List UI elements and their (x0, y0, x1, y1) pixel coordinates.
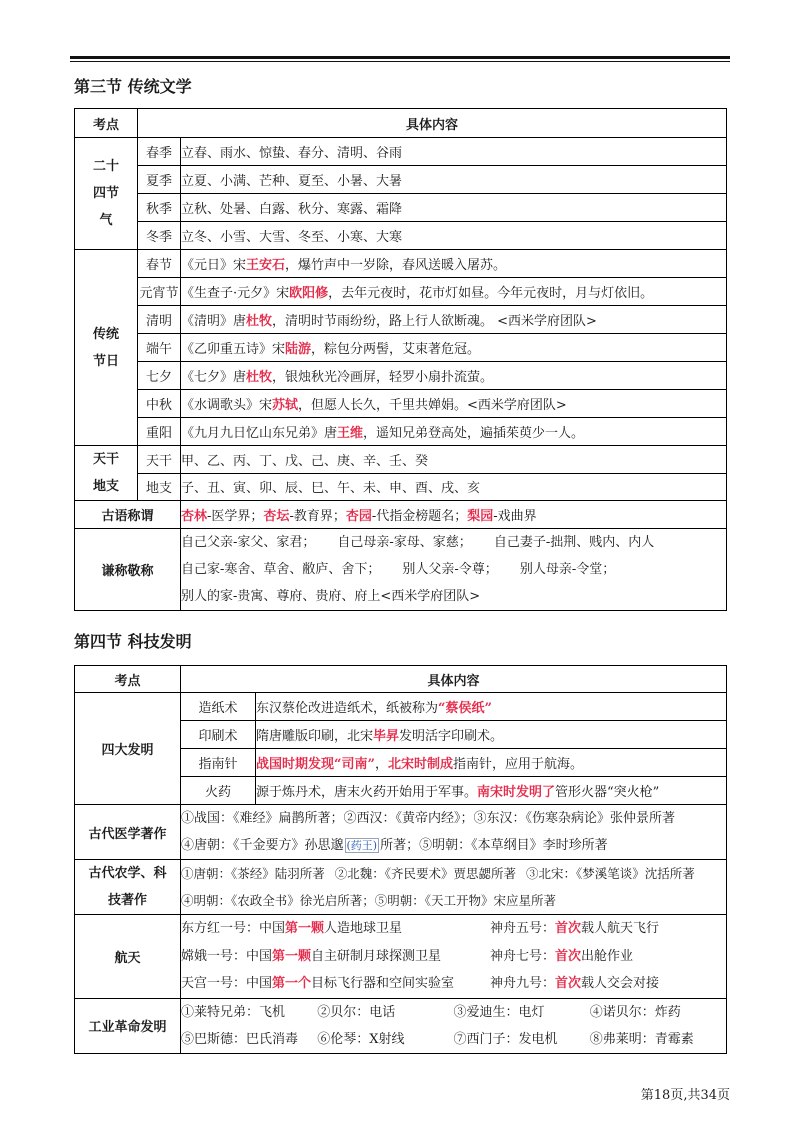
detail-text: 目标飞行器和空间实验室 (311, 976, 455, 991)
honorific-item: 自己妻子-拙荆、贱内、内人 (493, 535, 655, 550)
honorifics-line (181, 529, 726, 556)
category-aerospace: 航天 (75, 915, 181, 999)
header-content: 具体内容 (181, 666, 727, 693)
table-row (75, 334, 727, 362)
header-kaodian: 考点 (75, 109, 138, 138)
detail-text: 管形火器“突火枪” (555, 785, 660, 800)
table-row (75, 166, 727, 194)
aerospace-left (181, 915, 490, 943)
category-four-inventions: 四大发明 (75, 693, 181, 805)
detail-highlight: 首次 (555, 921, 582, 936)
poet-name: 王安石 (246, 258, 286, 273)
book-item: ①唐朝：《茶经》陆羽所著 (181, 866, 325, 881)
invention-detail (256, 749, 727, 777)
invention-name: 火药 (181, 777, 256, 805)
agriculture-line (181, 887, 726, 914)
table-row (75, 306, 727, 334)
aerospace-right (490, 943, 633, 971)
category-medicine: 古代医学著作 (75, 805, 181, 860)
table-row (75, 501, 727, 529)
solar-terms-list: 立春、雨水、惊蛰、春分、清明、谷雨 (181, 138, 727, 166)
medicine-line: ①战国：《难经》扁鹊所著；②西汉：《黄帝内经》；③东汉：《伤寒杂病论》张仲景所著 (181, 811, 676, 826)
detail-highlight: 第一个 (272, 976, 312, 991)
detail-highlight: 毕昇 (373, 729, 400, 744)
poem-title: 《水调歌头》宋 (181, 398, 273, 413)
ganzhi-list: 子、丑、寅、卯、辰、巳、午、未、申、酉、戌、亥 (181, 473, 727, 501)
festival-name: 端午 (138, 334, 181, 362)
category-ganzhi (75, 446, 138, 501)
industrial-line (181, 999, 726, 1026)
festival-name: 春节 (138, 250, 181, 278)
header-content: 具体内容 (138, 109, 727, 138)
invention-detail (256, 693, 727, 721)
table-row (75, 998, 727, 1053)
detail-text: 所著；⑤明朝：《本草纲目》李时珍所著 (380, 838, 608, 853)
ancient-terms-content (181, 501, 727, 529)
festival-name: 重阳 (138, 418, 181, 446)
detail-text: 神舟五号： (490, 921, 556, 936)
poem-title: 《乙卯重五诗》宋 (181, 342, 286, 357)
poem-title: 《生查子·元夕》宋 (181, 286, 290, 301)
aerospace-content (181, 915, 727, 999)
honorific-item: 别人父亲-令尊； (402, 562, 498, 577)
season-label: 秋季 (138, 194, 181, 222)
industrial-line (181, 1026, 726, 1053)
invention-name: 造纸术 (181, 693, 256, 721)
detail-text: 载人航天飞行 (581, 921, 660, 936)
category-honorifics: 谦称敬称 (75, 529, 181, 611)
poem-title: 《元日》宋 (181, 258, 247, 273)
invention-name: 印刷术 (181, 721, 256, 749)
table-row (75, 446, 727, 474)
detail-text: 东方红一号：中国 (181, 921, 286, 936)
table-row (75, 418, 727, 446)
detail-text: ， (374, 757, 388, 772)
poem-lines: ，但愿人长久，千里共婵娟。<西米学府团队> (298, 398, 567, 413)
industrial-content (181, 998, 727, 1053)
detail-text: ④唐朝：《千金要方》孙思邈 (181, 838, 344, 853)
poem-lines: ，遥知兄弟登高处，遍插茱萸少一人。 (363, 426, 585, 441)
detail-text: 神舟七号： (490, 948, 556, 964)
detail-highlight: 南宋时发明了 (477, 785, 556, 800)
category-ancient-terms: 古语称谓 (75, 501, 181, 529)
table-header-row (75, 666, 727, 693)
table-row (75, 529, 727, 611)
honorific-item: 自己母亲-家母、家慈； (337, 535, 472, 550)
traditional-culture-table (74, 108, 727, 611)
category-agriculture (75, 860, 181, 915)
detail-highlight: 战国时期发现 (256, 757, 335, 772)
solar-terms-list: 立夏、小满、芒种、夏至、小暑、大暑 (181, 166, 727, 194)
table-row (75, 250, 727, 278)
poet-name: 苏轼 (272, 398, 299, 413)
detail-highlight: 北宋时制成 (388, 757, 454, 772)
book-item: ②北魏：《齐民要术》贾思勰所著 (334, 866, 517, 881)
category-label: 二十四节气 (92, 159, 119, 228)
detail-highlight: “蔡侯纸” (438, 701, 492, 716)
table-row (75, 390, 727, 418)
table-row (75, 362, 727, 390)
festival-name: 清明 (138, 306, 181, 334)
festival-poem (181, 278, 727, 306)
medicine-line (181, 832, 726, 859)
aerospace-line (181, 943, 726, 971)
detail-highlight: 第一颗 (285, 921, 325, 936)
table-header-row (75, 109, 727, 138)
table-row (75, 860, 727, 915)
inventor-item: ⑤巴斯德：巴氏消毒 (181, 1031, 299, 1047)
festival-poem (181, 418, 727, 446)
honorific-item: 别人的家-贵寓、尊府、贵府、府上<西米学府团队> (181, 589, 481, 604)
inventor-item: ⑥伦琴：X射线 (317, 1031, 405, 1047)
detail-text: 源于炼丹术，唐末火药开始用于军事。 (256, 785, 478, 800)
technology-table (74, 665, 727, 1054)
header-kaodian: 考点 (75, 666, 181, 693)
invention-name: 指南针 (181, 749, 256, 777)
detail-highlight: 首次 (555, 976, 582, 991)
table-row (75, 473, 727, 501)
detail-text: 东汉蔡伦改进造纸术，纸被称为 (256, 701, 439, 716)
detail-text: 自主研制月球探测卫星 (311, 948, 442, 964)
detail-text: 嫦娥一号：中国 (181, 948, 273, 964)
detail-highlight: 第一颗 (272, 948, 312, 964)
ganzhi-name: 天干 (138, 446, 181, 474)
festival-poem (181, 334, 727, 362)
poet-name: 陆游 (285, 342, 312, 357)
ganzhi-name: 地支 (138, 473, 181, 501)
inventor-item: ②贝尔：电话 (317, 1004, 396, 1020)
honorific-item: 自己家-寒舍、草舍、敝庐、舍下； (181, 562, 381, 577)
season-label: 春季 (138, 138, 181, 166)
aerospace-left (181, 943, 490, 971)
detail-highlight: 首次 (555, 948, 582, 964)
category-festivals (75, 250, 138, 446)
book-item: ⑤明朝：《天工开物》宋应星所著 (374, 893, 557, 908)
detail-text: 出舱作业 (581, 948, 634, 964)
detail-text: 天宫一号：中国 (181, 976, 273, 991)
festival-poem (181, 362, 727, 390)
aerospace-left (181, 970, 490, 998)
festival-name: 元宵节 (138, 278, 181, 306)
term-meaning: -代指金榜题名； (371, 509, 468, 524)
book-item: ④明朝：《农政全书》徐光启所著； (181, 893, 375, 908)
medicine-content (181, 805, 727, 860)
category-solar-terms (75, 138, 138, 250)
agriculture-line (181, 860, 726, 887)
poet-name: 王维 (337, 426, 364, 441)
aerospace-line (181, 915, 726, 943)
inventor-item: ④诺贝尔：炸药 (589, 1004, 681, 1020)
aerospace-right (490, 970, 659, 998)
invention-detail (256, 777, 727, 805)
festival-poem (181, 250, 727, 278)
term: 杏坛 (263, 509, 290, 524)
poem-lines: ，爆竹声中一岁除，春风送暖入屠苏。 (285, 258, 507, 273)
poet-name: 杜牧 (246, 314, 273, 329)
table-row (75, 138, 727, 166)
table-row (75, 693, 727, 721)
inventor-item: ⑧弗莱明：青霉素 (589, 1031, 694, 1047)
agriculture-content (181, 860, 727, 915)
term: 杏林 (181, 509, 208, 524)
page-number: 第18页,共34页 (640, 1088, 730, 1103)
solar-terms-list: 立秋、处暑、白露、秋分、寒露、霜降 (181, 194, 727, 222)
season-label: 夏季 (138, 166, 181, 194)
festival-poem (181, 306, 727, 334)
poet-name: 杜牧 (246, 370, 273, 385)
term-meaning: -教育界； (289, 509, 346, 524)
category-label: 天干地支 (92, 452, 119, 494)
book-item: ③北宋：《梦溪笔谈》沈括所著 (526, 866, 695, 881)
section-title-traditional-culture: 第三节 传统文学 (74, 77, 192, 96)
poem-title: 《七夕》唐 (181, 370, 247, 385)
term-meaning: -戏曲界 (493, 509, 537, 524)
poem-lines: ，银烛秋光冷画屏，轻罗小扇扑流萤。 (272, 370, 494, 385)
ganzhi-list: 甲、乙、丙、丁、戊、己、庚、辛、壬、癸 (181, 446, 727, 474)
poem-lines: ，清明时节雨纷纷，路上行人欲断魂。 <西米学府团队> (272, 314, 597, 329)
table-row (75, 915, 727, 999)
detail-text: 指南针，应用于航海。 (453, 757, 584, 772)
festival-poem (181, 390, 727, 418)
aerospace-right (490, 915, 659, 943)
table-row (75, 805, 727, 860)
honorific-item: 自己父亲-家父、家君； (181, 535, 316, 550)
category-label: 传统节日 (92, 326, 119, 369)
table-row (75, 278, 727, 306)
festival-name: 中秋 (138, 390, 181, 418)
detail-text: 人造地球卫星 (324, 921, 403, 936)
aerospace-line (181, 970, 726, 998)
poem-title: 《九月九日忆山东兄弟》唐 (181, 426, 338, 441)
header-rule-thick (70, 56, 730, 59)
detail-text: 发明活字印刷术。 (399, 729, 504, 744)
season-label: 冬季 (138, 222, 181, 250)
note-badge: (药王) (346, 839, 378, 852)
inventor-item: ⑦西门子：发电机 (453, 1031, 558, 1047)
poem-lines: ，去年元夜时，花市灯如昼。今年元夜时，月与灯依旧。 (328, 286, 654, 301)
detail-text: 神舟九号： (490, 976, 556, 991)
solar-terms-list: 立冬、小雪、大雪、冬至、小寒、大寒 (181, 222, 727, 250)
table-row (75, 194, 727, 222)
invention-detail (256, 721, 727, 749)
detail-text: 载人交会对接 (581, 976, 660, 991)
inventor-item: ③爱迪生：电灯 (453, 1004, 545, 1020)
header-rule-thin (70, 61, 730, 62)
detail-highlight: “司南” (334, 757, 375, 772)
detail-text: 隋唐雕版印刷，北宋 (256, 729, 374, 744)
category-industrial: 工业革命发明 (75, 998, 181, 1053)
term: 杏园 (345, 509, 372, 524)
term-meaning: -医学界； (207, 509, 264, 524)
honorifics-line (181, 556, 726, 583)
inventor-item: ①莱特兄弟：飞机 (181, 1004, 286, 1020)
poem-title: 《清明》唐 (181, 314, 247, 329)
poem-lines: ，粽包分两髻，艾束著危冠。 (311, 342, 481, 357)
honorifics-content (181, 529, 727, 611)
table-row (75, 222, 727, 250)
honorific-item: 别人母亲-令堂； (519, 562, 616, 577)
section-title-technology: 第四节 科技发明 (74, 632, 192, 651)
festival-name: 七夕 (138, 362, 181, 390)
poet-name: 欧阳修 (289, 286, 329, 301)
term: 梨园 (467, 509, 494, 524)
category-label: 古代农学、科技著作 (88, 866, 167, 908)
honorifics-line (181, 583, 726, 610)
